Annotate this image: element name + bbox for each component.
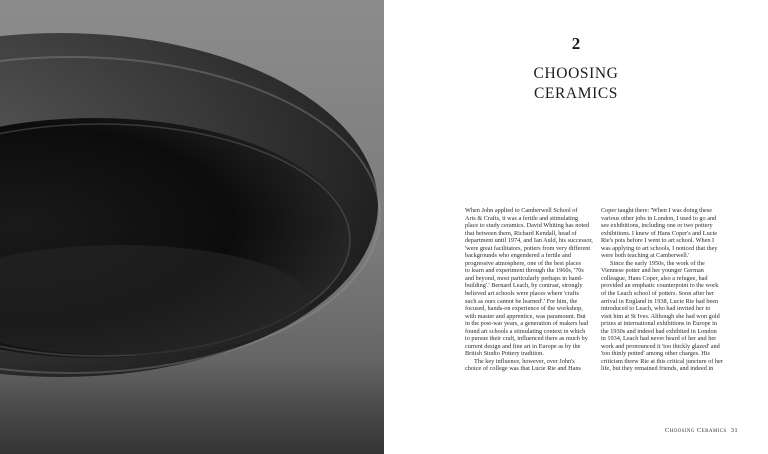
body-line: work and pronounced it 'too thickly glazed' and [601, 342, 720, 350]
body-line: was applying to art schools, I noticed that they [601, 244, 718, 252]
body-line: with master and apprentice, was paramount. But [465, 312, 586, 320]
body-line: in the post-war years, a generation of makers had [465, 320, 589, 328]
body-line: believed art schools were places where 'crafts [465, 290, 579, 298]
body-line: current design and fine art in Europe as by the [465, 342, 581, 350]
body-line: The key influence, however, over John's [474, 357, 575, 365]
chapter-title-line: CERAMICS [533, 85, 619, 102]
body-line: found art schools a stimulating context in which [465, 327, 586, 335]
body-column-right [601, 207, 736, 373]
body-line: choice of college was that Lucie Rie and Hans [465, 365, 581, 373]
page-footer [665, 427, 738, 434]
body-line: introduced to Leach, who had invited her to [601, 305, 711, 313]
body-line: backgrounds who engendered a fertile and [465, 252, 572, 260]
body-line: were both teaching at Camberwell.' [601, 252, 690, 260]
chapter-title [384, 64, 768, 104]
running-head: Choosing Ceramics [664, 427, 727, 434]
body-line: Arts & Crafts, it was a fertile and stimulating [465, 214, 578, 222]
body-line: progressive atmosphere, one of the best places [465, 259, 582, 267]
body-line: visit him at St Ives. Although she had won gold [601, 312, 720, 320]
body-line: to pursue their craft, influenced there as much by [465, 335, 588, 343]
body-line: building'.' Bernard Leach, by contrast, strongly [465, 282, 583, 290]
body-line: focused, hands-on experience of the workshop, [465, 305, 583, 313]
body-line: to learn and experiment through the 1960s, '70s [465, 267, 584, 275]
body-line: British Studio Pottery tradition. [465, 350, 544, 358]
body-line: department until 1974, and Ian Auld, his successor, [465, 237, 593, 245]
body-line: in 1934, Leach had never heard of her and her [601, 335, 717, 343]
body-line: 'too thinly potted' among other charges. His [601, 350, 710, 358]
body-line: Rie's pots before I went to art school. When I [601, 237, 715, 245]
body-line: that between them, Richard Kendall, head of [465, 229, 577, 237]
body-line: criticism threw Rie at this critical juncture of her [601, 357, 723, 365]
body-line: Coper taught there: 'When I was doing these [601, 207, 712, 214]
body-line: provided an emphatic counterpoint to the work [601, 282, 719, 290]
body-column-left [465, 207, 600, 373]
body-line: Since the early 1950s, the work of the [610, 259, 705, 267]
body-line: the 1930s and indeed had exhibited in London [601, 327, 717, 335]
body-line: such as ours cannot be learned'.' For him, the [465, 297, 578, 305]
body-line: exhibitions. I knew of Hans Coper's and Lucie [601, 229, 718, 237]
body-line: life, but they remained friends, and indeed in [601, 365, 714, 373]
body-line: arrival in England in 1938, Lucie Rie had been [601, 297, 719, 305]
body-line: When John applied to Camberwell School of [465, 207, 578, 214]
page-number: 31 [730, 427, 738, 434]
text-page [384, 0, 768, 454]
body-line: see exhibitions, including one or two pottery [601, 222, 713, 230]
chapter-title-line: CHOOSING [533, 65, 619, 82]
body-line: colleague, Hans Coper, also a refugee, had [601, 274, 708, 282]
body-line: place to study ceramics. David Whiting has noted [465, 222, 590, 230]
body-line: and beyond, most particularly perhaps in hand- [465, 274, 583, 282]
body-line: 'were great facilitators, potters from very different [465, 244, 591, 252]
body-line: Viennese potter and her younger German [601, 267, 704, 275]
body-line: of the Leach school of potters. Soon after her [601, 290, 714, 298]
body-line: various other jobs in London, I used to go and [601, 214, 717, 222]
chapter-number: 2 [571, 34, 581, 53]
body-line: prizes at international exhibitions in Europe in [601, 320, 717, 328]
